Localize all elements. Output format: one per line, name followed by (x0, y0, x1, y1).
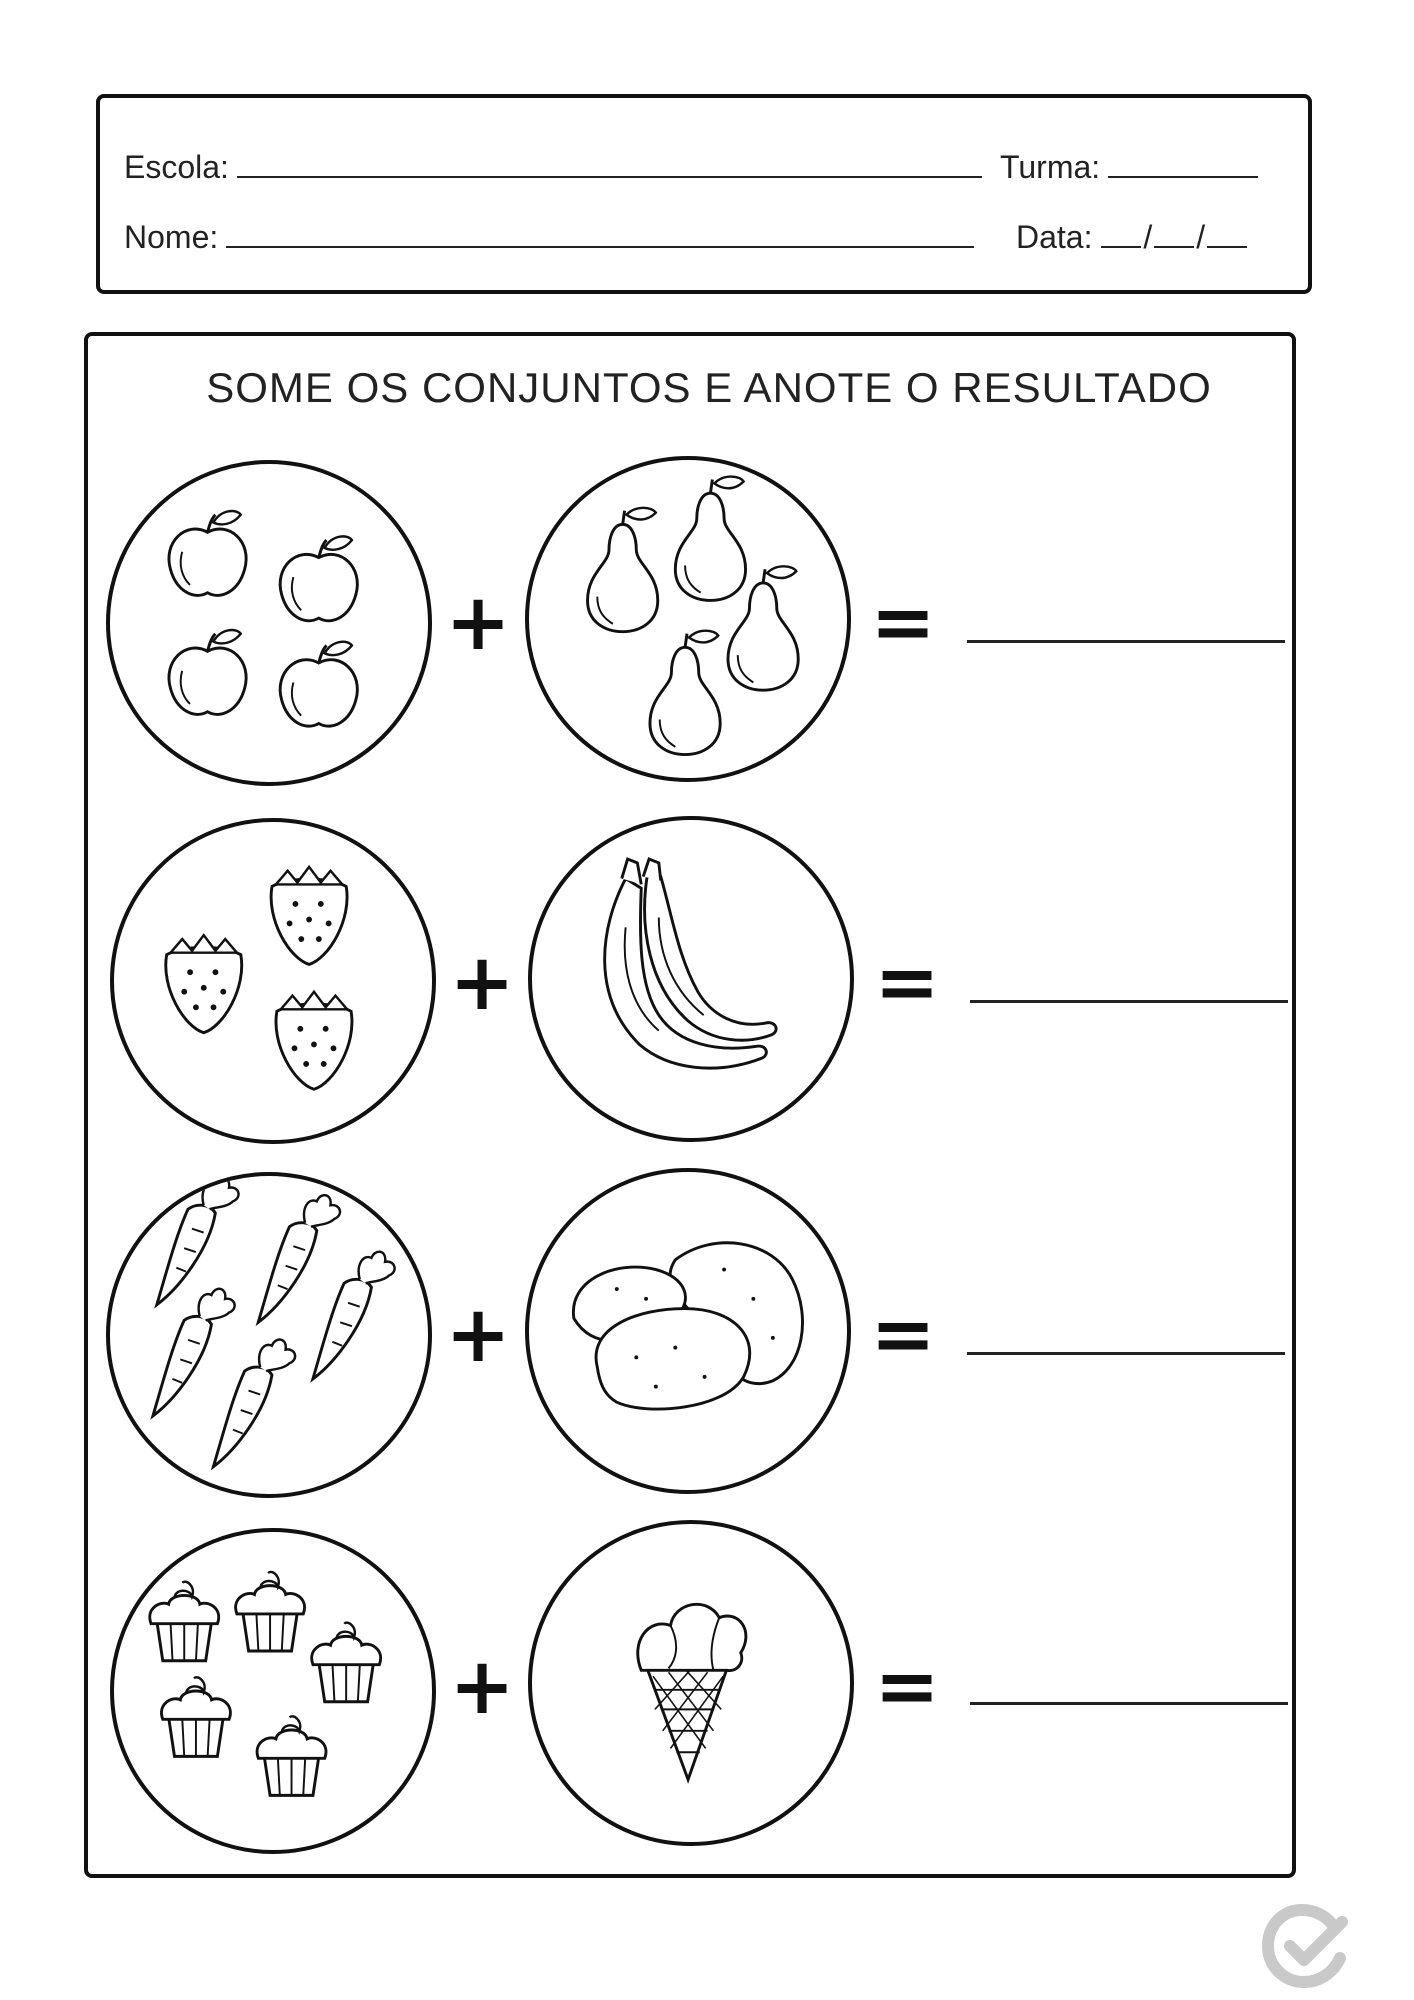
answer-line-row-3[interactable] (967, 1352, 1285, 1355)
plus-sign: + (449, 938, 515, 1028)
class-blank-line[interactable] (1108, 148, 1258, 178)
plus-sign: + (445, 578, 511, 668)
class-field (1000, 148, 1258, 186)
apple-set-icon (110, 464, 428, 782)
equals-sign: = (874, 938, 940, 1028)
date-separator: / (1196, 219, 1206, 255)
left-set-circle-apples (106, 460, 432, 786)
date-separator: / (1143, 219, 1153, 255)
date-year-blank[interactable] (1207, 218, 1247, 248)
cupcake-set-icon (114, 1532, 432, 1850)
right-set-circle-pears (525, 456, 851, 782)
date-field (1016, 218, 1247, 256)
pear-set-icon (529, 460, 847, 778)
banana-bunch-icon (532, 820, 850, 1138)
plus-sign: + (445, 1290, 511, 1380)
left-set-circle-carrots (106, 1172, 432, 1498)
potato-set-icon (529, 1172, 847, 1490)
student-info-box (96, 94, 1312, 294)
school-label: Escola: (124, 149, 229, 185)
answer-line-row-4[interactable] (970, 1702, 1288, 1705)
name-field (124, 218, 974, 256)
equals-sign: = (870, 578, 936, 668)
date-day-blank[interactable] (1101, 218, 1141, 248)
equals-sign: = (870, 1290, 936, 1380)
name-blank-line[interactable] (226, 218, 974, 248)
right-set-circle-bananas (528, 816, 854, 1142)
activity-instruction: SOME OS CONJUNTOS E ANOTE O RESULTADO (206, 364, 1212, 411)
right-set-circle-ice-cream (528, 1520, 854, 1846)
school-blank-line[interactable] (237, 148, 982, 178)
equals-sign: = (874, 1642, 940, 1732)
carrot-set-icon (110, 1176, 428, 1494)
check-mark-logo-icon (1262, 1902, 1352, 1992)
left-set-circle-strawberries (110, 818, 436, 1144)
answer-line-row-2[interactable] (970, 1000, 1288, 1003)
class-label: Turma: (1000, 149, 1101, 185)
answer-line-row-1[interactable] (967, 640, 1285, 643)
date-label: Data: (1016, 219, 1093, 255)
name-label: Nome: (124, 219, 219, 255)
school-field (124, 148, 982, 186)
right-set-circle-potatoes (525, 1168, 851, 1494)
left-set-circle-cupcakes (110, 1528, 436, 1854)
plus-sign: + (449, 1642, 515, 1732)
ice-cream-cone-icon (532, 1524, 850, 1842)
strawberry-set-icon (114, 822, 432, 1140)
date-month-blank[interactable] (1154, 218, 1194, 248)
